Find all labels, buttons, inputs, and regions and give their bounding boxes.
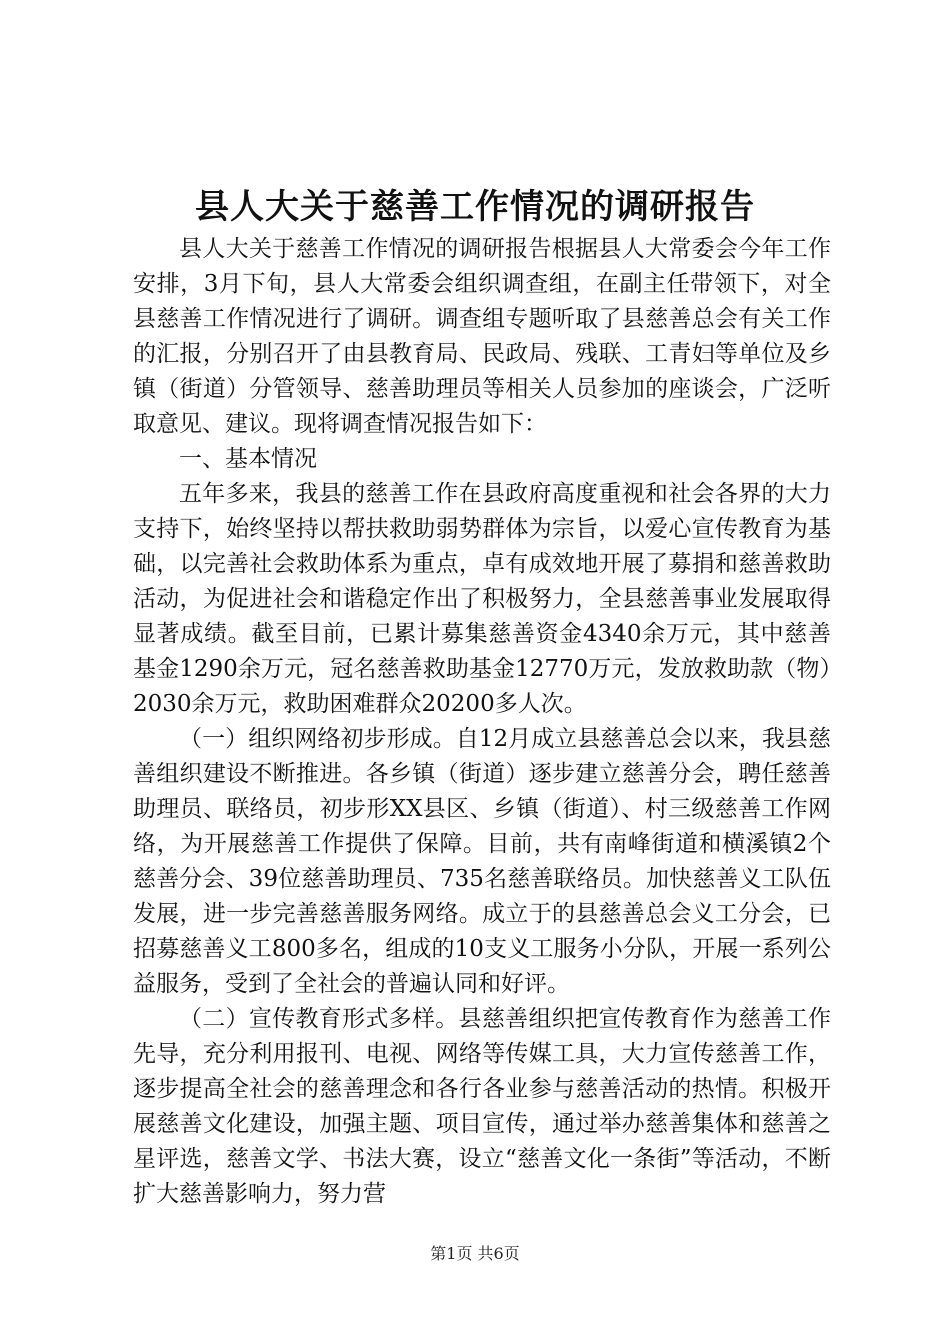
paragraph-intro: 县人大关于慈善工作情况的调研报告根据县人大常委会今年工作安排，3月下旬，县人大常委会组织调查组，在副主任带领下，对全县慈善工作情况进行了调研。调查组专题听取了县慈善总会有关工作的汇报，分别召开了由县教育局、民政局、残联、工青妇等单位及乡镇（街道）分管领导、慈善助理员等相关人员参加的座谈会，广泛听取意见、建议。现将调查情况报告如下： <box>133 236 831 437</box>
document-title: 县人大关于慈善工作情况的调研报告 <box>195 187 755 227</box>
section-heading-basic-situation: 一、基本情况 <box>179 446 317 472</box>
paragraph-organization-network: （一）组织网络初步形成。自12月成立县慈善总会以来，我县慈善组织建设不断推进。各乡镇（街道）逐步建立慈善分会，聘任慈善助理员、联络员，初步形XX县区、乡镇（街道）、村三级慈善工作网络，为开展慈善工作提供了保障。目前，共有南峰街道和横溪镇2个慈善分会、39位慈善助理员、735名慈善联络员。加快慈善义工队伍发展，进一步完善慈善服务网络。成立于的县慈善总会义工分会，已招募慈善义工800多名，组成的10支义工服务小分队，开展一系列公益服务，受到了全社会的普遍认同和好评。 <box>133 726 831 997</box>
paragraph-overview: 五年多来，我县的慈善工作在县政府高度重视和社会各界的大力支持下，始终坚持以帮扶救助弱势群体为宗旨，以爱心宣传教育为基础，以完善社会救助体系为重点，卓有成效地开展了募捐和慈善救助活动，为促进社会和谐稳定作出了积极努力，全县慈善事业发展取得显著成绩。截至目前，已累计募集慈善资金4340余万元，其中慈善基金1290余万元，冠名慈善救助基金12770万元，发放救助款（物）2030余万元，救助困难群众20200多人次。 <box>133 481 831 717</box>
page-footer: 第1页 共6页 <box>430 1244 520 1263</box>
paragraph-publicity-education: （二）宣传教育形式多样。县慈善组织把宣传教育作为慈善工作先导，充分利用报刊、电视、网络等传媒工具，大力宣传慈善工作，逐步提高全社会的慈善理念和各行各业参与慈善活动的热情。积极开展慈善文化建设，加强主题、项目宣传，通过举办慈善集体和慈善之星评选，慈善文学、书法大赛，设立“慈善文化一条街”等活动，不断扩大慈善影响力，努力营 <box>133 1006 831 1207</box>
document-body <box>133 232 831 1212</box>
